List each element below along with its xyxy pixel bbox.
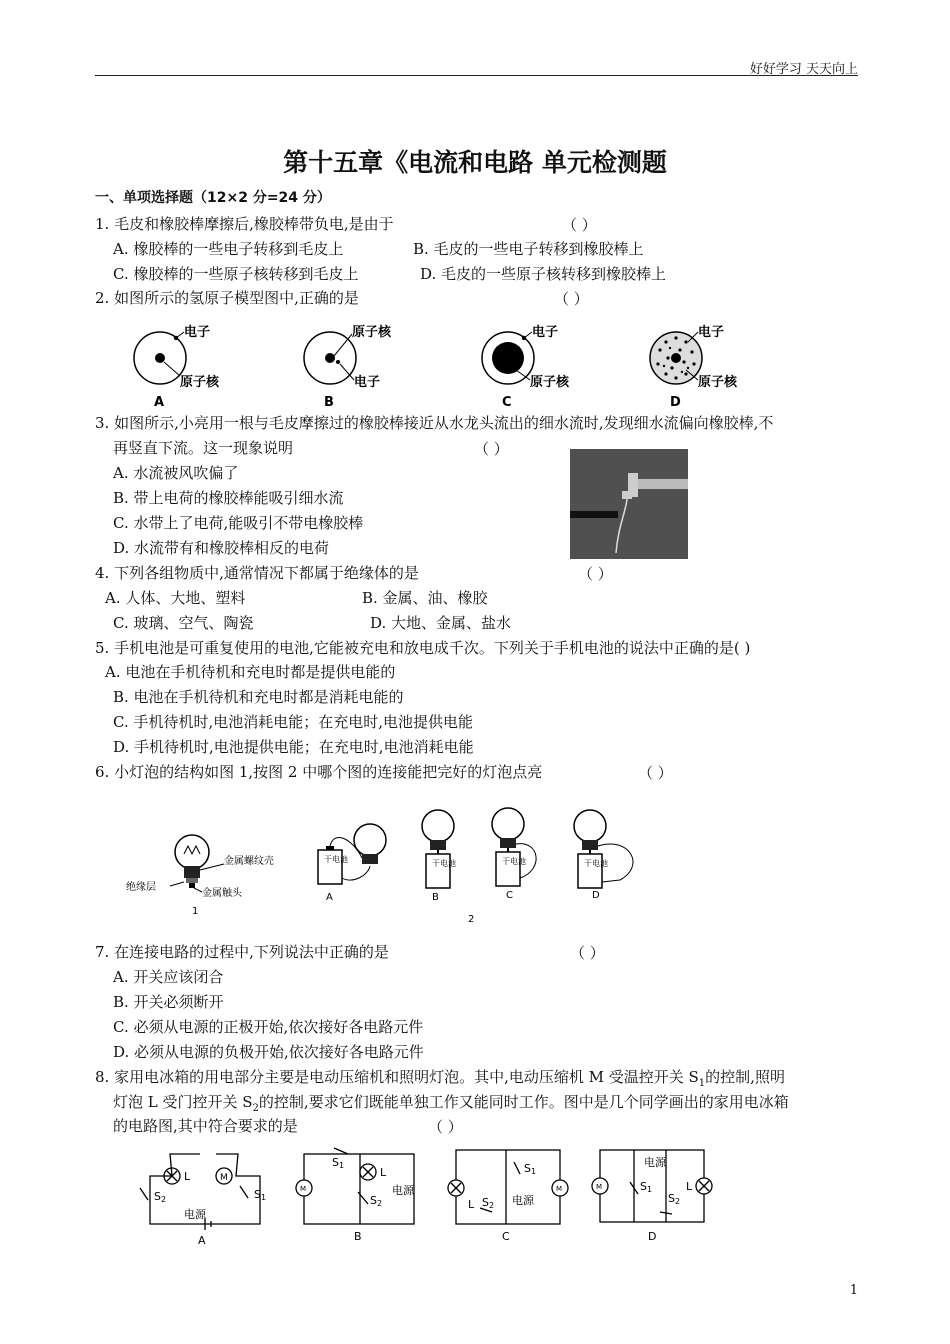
circuit-option-b bbox=[422, 810, 456, 903]
q8-stem-line1-text: 8. 家用电冰箱的用电部分主要是电动压缩机和照明灯泡。其中,电动压缩机 M 受温控开关 S bbox=[95, 1068, 699, 1086]
q8-stem-line1-end: 的控制,照明 bbox=[705, 1068, 785, 1086]
battery-label-c: 干电池 bbox=[502, 857, 526, 866]
label-d-s2-sub: 2 bbox=[674, 1197, 681, 1206]
label-fridge-b: B bbox=[354, 1230, 362, 1243]
q5-option-d: D. 手机待机时,电池提供电能；在充电时,电池消耗电能 bbox=[113, 738, 474, 756]
circuit-option-d bbox=[574, 810, 633, 901]
label-b: B bbox=[324, 395, 334, 410]
label-b-S1 bbox=[332, 1156, 344, 1170]
q5-stem: 5. 手机电池是可重复使用的电池,它能被充电和放电成千次。下列关于手机电池的说法中正确的是( ) bbox=[95, 639, 751, 657]
q8-stem-line2-text: 灯泡 L 受门控开关 S bbox=[113, 1093, 253, 1111]
circuit-option-a bbox=[318, 824, 386, 903]
label-d-S2 bbox=[668, 1192, 680, 1206]
q7-answer-blank: （ ） bbox=[570, 944, 605, 962]
label-a-s1-letter: S bbox=[254, 1188, 261, 1201]
q4-stem: 4. 下列各组物质中,通常情况下都属于绝缘体的是 bbox=[95, 564, 419, 582]
label-b-S2 bbox=[370, 1194, 382, 1208]
q4-option-a: A. 人体、大地、塑料 bbox=[105, 589, 246, 607]
q2-stem: 2. 如图所示的氢原子模型图中,正确的是 bbox=[95, 289, 359, 307]
label-a-s2-letter: S bbox=[154, 1190, 161, 1203]
label-a-L: L bbox=[184, 1170, 191, 1183]
label-b-s1-sub: 1 bbox=[338, 1161, 345, 1170]
q5-option-c: C. 手机待机时,电池消耗电能；在充电时,电池提供电能 bbox=[113, 713, 474, 731]
q1-option-c: C. 橡胶棒的一些原子核转移到毛皮上 bbox=[113, 265, 359, 283]
label-b-M: M bbox=[300, 1185, 307, 1193]
fridge-circuit-c bbox=[448, 1150, 568, 1224]
label-c-M: M bbox=[556, 1185, 563, 1193]
label-c-s1-letter: S bbox=[524, 1162, 531, 1175]
label-d-s2-letter: S bbox=[668, 1192, 675, 1205]
q3-option-a: A. 水流被风吹偏了 bbox=[113, 464, 239, 482]
label-a-S1 bbox=[254, 1188, 266, 1202]
label-electron-b: 电子 bbox=[354, 375, 381, 390]
label-screw-shell: 金属螺纹壳 bbox=[224, 856, 274, 867]
q7-option-a: A. 开关应该闭合 bbox=[113, 968, 224, 986]
label-d-s1-letter: S bbox=[640, 1180, 647, 1193]
q7-option-b: B. 开关必须断开 bbox=[113, 993, 224, 1011]
label-c-source: 电源 bbox=[512, 1194, 534, 1207]
atom-model-c bbox=[482, 324, 570, 410]
section-heading: 一、单项选择题（12×2 分=24 分） bbox=[95, 190, 331, 206]
label-electron-d: 电子 bbox=[698, 325, 725, 340]
label-circuit-a: A bbox=[326, 892, 333, 903]
label-fridge-d: D bbox=[648, 1230, 657, 1243]
label-fig2: 2 bbox=[468, 914, 475, 925]
battery-label-a: 干电池 bbox=[324, 855, 348, 864]
q8-sub-s2: 2 bbox=[252, 1103, 259, 1114]
atom-model-d bbox=[650, 324, 738, 410]
label-d-source: 电源 bbox=[644, 1156, 666, 1169]
label-insulator: 绝缘层 bbox=[126, 882, 156, 893]
water-stream-photo bbox=[570, 449, 688, 559]
label-c-s2-letter: S bbox=[482, 1196, 489, 1209]
label-b-L: L bbox=[380, 1166, 387, 1179]
q7-stem: 7. 在连接电路的过程中,下列说法中正确的是 bbox=[95, 943, 389, 961]
q8-sub-s1: 1 bbox=[698, 1078, 706, 1089]
page-number: 1 bbox=[849, 1283, 858, 1298]
label-nucleus-c: 原子核 bbox=[530, 375, 570, 390]
label-a-S2 bbox=[154, 1190, 166, 1204]
page-title: 第十五章《电流和电路 单元检测题 bbox=[283, 148, 667, 177]
q3-stem-line2: 再竖直下流。这一现象说明 bbox=[113, 439, 294, 457]
q8-stem-line2-end: 的控制,要求它们既能单独工作又能同时工作。图中是几个同学画出的家用电冰箱 bbox=[258, 1093, 789, 1111]
q1-option-b: B. 毛皮的一些电子转移到橡胶棒上 bbox=[413, 240, 644, 258]
q5-option-b: B. 电池在手机待机和充电时都是消耗电能的 bbox=[113, 688, 404, 706]
label-c-s2-sub: 2 bbox=[488, 1201, 495, 1210]
q3-option-b: B. 带上电荷的橡胶棒能吸引细水流 bbox=[113, 489, 344, 507]
light-bulb-figure bbox=[120, 800, 660, 930]
label-d-L: L bbox=[686, 1180, 693, 1193]
label-circuit-b: B bbox=[432, 892, 439, 903]
label-electron-a: 电子 bbox=[184, 325, 211, 340]
q8-stem-line2 bbox=[113, 1092, 789, 1119]
q1-answer-blank: （ ） bbox=[562, 216, 597, 234]
q8-answer-blank: （ ） bbox=[428, 1118, 463, 1136]
q3-option-d: D. 水流带有和橡胶棒相反的电荷 bbox=[113, 539, 330, 557]
label-c-L: L bbox=[468, 1198, 475, 1211]
label-b-s1-letter: S bbox=[332, 1156, 339, 1169]
label-contact: 金属触头 bbox=[202, 888, 242, 899]
header-text: 好好学习 天天向上 bbox=[749, 62, 858, 77]
bulb-structure-fig1 bbox=[126, 835, 274, 917]
battery-label-b: 干电池 bbox=[432, 859, 456, 868]
atom-model-b bbox=[304, 324, 392, 410]
fridge-circuit-figure bbox=[120, 1142, 730, 1254]
circuit-option-c bbox=[492, 808, 536, 901]
q3-answer-blank: （ ） bbox=[474, 440, 509, 458]
label-d-s1-sub: 1 bbox=[646, 1185, 653, 1194]
label-a-source: 电源 bbox=[184, 1208, 206, 1221]
q8-stem-line3: 的电路图,其中符合要求的是 bbox=[113, 1117, 298, 1135]
label-b-source: 电源 bbox=[392, 1184, 414, 1197]
q4-option-d: D. 大地、金属、盐水 bbox=[370, 614, 512, 632]
q3-option-c: C. 水带上了电荷,能吸引不带电橡胶棒 bbox=[113, 514, 364, 532]
q7-option-c: C. 必须从电源的正极开始,依次接好各电路元件 bbox=[113, 1018, 424, 1036]
q8-stem-line1 bbox=[95, 1067, 785, 1094]
label-c: C bbox=[502, 395, 512, 410]
label-nucleus-d: 原子核 bbox=[698, 375, 738, 390]
label-electron-c: 电子 bbox=[532, 325, 559, 340]
atom-model-a bbox=[134, 324, 220, 410]
q4-answer-blank: （ ） bbox=[578, 565, 613, 583]
label-nucleus-a: 原子核 bbox=[180, 375, 220, 390]
q6-stem: 6. 小灯泡的结构如图 1,按图 2 中哪个图的连接能把完好的灯泡点亮 bbox=[95, 763, 543, 781]
label-a: A bbox=[154, 395, 165, 410]
header-rule bbox=[95, 75, 858, 76]
label-fridge-a: A bbox=[198, 1234, 206, 1247]
label-fridge-c: C bbox=[502, 1230, 510, 1243]
label-d-M: M bbox=[596, 1183, 603, 1191]
label-a-M: M bbox=[220, 1173, 228, 1183]
label-nucleus-b: 原子核 bbox=[352, 325, 392, 340]
q2-answer-blank: （ ） bbox=[554, 290, 589, 308]
label-c-s1-sub: 1 bbox=[530, 1167, 537, 1176]
label-fig1: 1 bbox=[192, 906, 199, 917]
label-d: D bbox=[670, 395, 681, 410]
label-c-S1 bbox=[524, 1162, 536, 1176]
q1-option-a: A. 橡胶棒的一些电子转移到毛皮上 bbox=[113, 240, 344, 258]
label-a-s1-sub: 1 bbox=[260, 1193, 267, 1202]
label-d-S1 bbox=[640, 1180, 652, 1194]
q4-option-b: B. 金属、油、橡胶 bbox=[362, 589, 488, 607]
hydrogen-atom-figure bbox=[120, 318, 760, 412]
label-b-s2-sub: 2 bbox=[376, 1199, 383, 1208]
label-b-s2-letter: S bbox=[370, 1194, 377, 1207]
q5-option-a: A. 电池在手机待机和充电时都是提供电能的 bbox=[105, 663, 396, 681]
label-circuit-d: D bbox=[592, 890, 600, 901]
label-circuit-c: C bbox=[506, 890, 513, 901]
q1-option-d: D. 毛皮的一些原子核转移到橡胶棒上 bbox=[420, 265, 667, 283]
label-a-s2-sub: 2 bbox=[160, 1195, 167, 1204]
q7-option-d: D. 必须从电源的负极开始,依次接好各电路元件 bbox=[113, 1043, 424, 1061]
q6-answer-blank: （ ） bbox=[638, 764, 673, 782]
label-c-S2 bbox=[482, 1196, 494, 1210]
q4-option-c: C. 玻璃、空气、陶瓷 bbox=[113, 614, 254, 632]
q3-stem-line1: 3. 如图所示,小亮用一根与毛皮摩擦过的橡胶棒接近从水龙头流出的细水流时,发现细水流偏向橡胶棒,不 bbox=[95, 414, 774, 432]
battery-label-d: 干电池 bbox=[584, 859, 608, 868]
q1-stem: 1. 毛皮和橡胶棒摩擦后,橡胶棒带负电,是由于 bbox=[95, 215, 394, 233]
